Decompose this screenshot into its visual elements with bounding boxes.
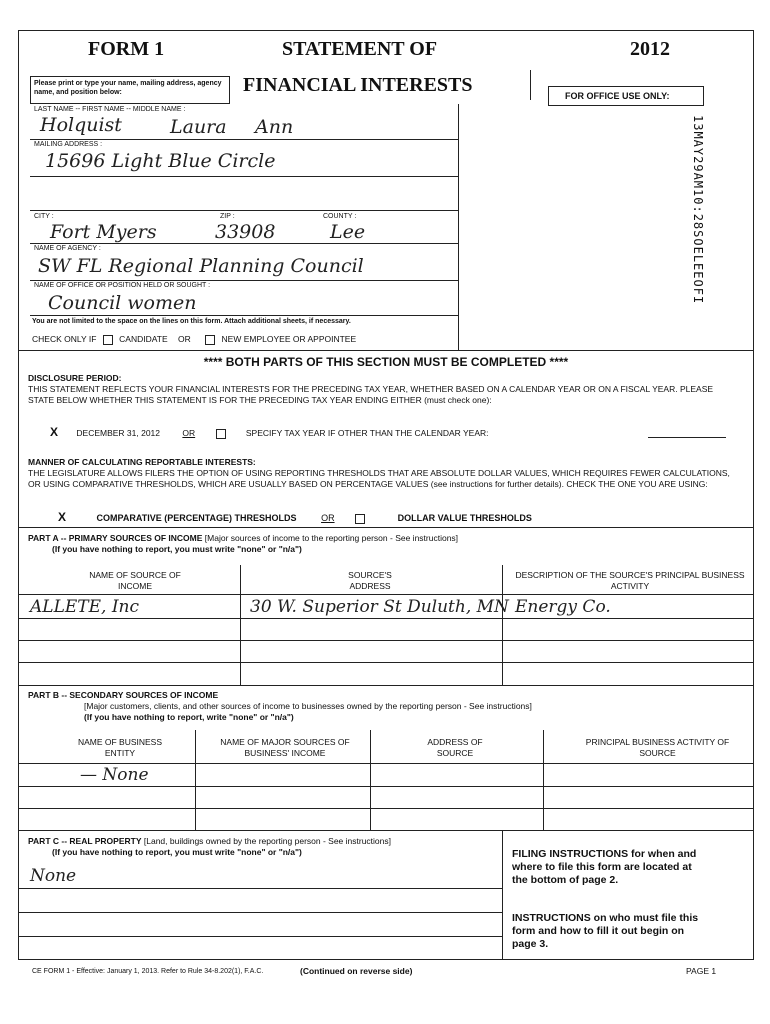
part-c-subtitle: [Land, buildings owned by the reporting person - See instructions] [143, 836, 391, 846]
mailing-label: MAILING ADDRESS : [34, 141, 103, 148]
disclosure-label: DISCLOSURE PERIOD: [28, 373, 122, 383]
or-label: OR [178, 334, 191, 344]
period-or: OR [182, 428, 196, 438]
office-label: NAME OF OFFICE OR POSITION HELD OR SOUGHT : [34, 282, 211, 289]
footer-left: CE FORM 1 - Effective: January 1, 2013. Refer to Rule 34-8.202(1), F.A.C. [32, 968, 264, 975]
new-employee-label: NEW EMPLOYEE OR APPOINTEE [221, 334, 357, 344]
footer-center: (Continued on reverse side) [300, 966, 413, 976]
title-line2: FINANCIAL INTERESTS [243, 74, 473, 96]
part-a-source-address: 30 W. Superior St Duluth, MN [250, 597, 509, 617]
check-only-label: CHECK ONLY IF [32, 334, 97, 344]
name-label: LAST NAME -- FIRST NAME -- MIDDLE NAME : [34, 106, 186, 113]
disclosure-text: THIS STATEMENT REFLECTS YOUR FINANCIAL INTERESTS FOR THE PRECEDING TAX YEAR, WHETHER BASED ON A CALENDAR YEAR OR ON A FISCAL YEAR. PLEASE STATE BELOW WHETHER THIS STATEMENT IS FOR THE PRECEDING TAX YEAR ENDING EITHER (must check one): [28, 384, 714, 405]
mailing-address: 15696 Light Blue Circle [45, 150, 276, 172]
part-b-col3: ADDRESS OF SOURCE [427, 737, 483, 758]
threshold-row [58, 510, 738, 524]
received-stamp: 13MAY29AM10:28SOELEEOFI [691, 115, 705, 305]
specify-checkbox[interactable] [216, 429, 226, 439]
part-b-col1: NAME OF BUSINESS ENTITY [77, 737, 163, 758]
who-instructions: INSTRUCTIONS on who must file this form and how to fill it out begin on page 3. [512, 912, 699, 950]
candidate-row [32, 334, 356, 345]
part-b-note: (If you have nothing to report, write "none" or "n/a") [84, 712, 294, 722]
part-a-col2: SOURCE'S ADDRESS [348, 570, 392, 591]
part-a-source-activity: Energy Co. [515, 597, 611, 617]
part-a-col3: DESCRIPTION OF THE SOURCE'S PRINCIPAL BUSINESS ACTIVITY [515, 570, 745, 591]
part-b-entry: — None [80, 765, 149, 785]
period-row [50, 425, 740, 439]
part-c-note: (If you have nothing to report, you must write "none" or "n/a") [52, 847, 302, 857]
zip-value: 33908 [215, 221, 276, 243]
manner-label: MANNER OF CALCULATING REPORTABLE INTERESTS: [28, 457, 256, 467]
middle-name: Ann [255, 116, 294, 138]
part-b-col2: NAME OF MAJOR SOURCES OF BUSINESS' INCOME [220, 737, 350, 758]
candidate-checkbox[interactable] [103, 335, 113, 345]
county-value: Lee [330, 221, 366, 243]
part-a-col1: NAME OF SOURCE OF INCOME [89, 570, 181, 591]
limit-note: You are not limited to the space on the lines on this form. Attach additional sheets, if necessary. [32, 318, 351, 325]
comparative-label: COMPARATIVE (PERCENTAGE) THRESHOLDS [96, 513, 297, 523]
first-name: Laura [170, 116, 227, 138]
new-employee-checkbox[interactable] [205, 335, 215, 345]
part-c-entry: None [30, 866, 77, 886]
part-b-subtitle: [Major customers, clients, and other sources of income to businesses owned by the reporting person - See instructions] [84, 701, 532, 711]
dec31-label: DECEMBER 31, 2012 [76, 428, 161, 438]
agency-value: SW FL Regional Planning Council [38, 255, 364, 277]
title-line1: STATEMENT OF [282, 38, 438, 60]
agency-label: NAME OF AGENCY : [34, 245, 101, 252]
specify-label: SPECIFY TAX YEAR IF OTHER THAN THE CALENDAR YEAR: [245, 428, 489, 438]
dollar-checkbox[interactable] [355, 514, 365, 524]
comparative-check[interactable]: X [58, 510, 67, 524]
part-a-heading [28, 533, 458, 543]
candidate-label: CANDIDATE [119, 334, 168, 344]
print-instructions: Please print or type your name, mailing address, agency name, and position below: [34, 80, 222, 96]
city-value: Fort Myers [50, 221, 157, 243]
last-name: Holquist [40, 114, 122, 136]
part-a-title: PART A -- PRIMARY SOURCES OF INCOME [28, 533, 203, 543]
dollar-label: DOLLAR VALUE THRESHOLDS [397, 513, 532, 523]
part-b-col4: PRINCIPAL BUSINESS ACTIVITY OF SOURCE [585, 737, 730, 758]
manner-text: THE LEGISLATURE ALLOWS FILERS THE OPTION OF USING REPORTING THRESHOLDS THAT ARE ABSOLUTE DOLLAR VALUES, WHICH REQUIRES FEWER CALCULATIONS, OR USING COMPARATIVE THRESHOLDS, WHICH ARE USUALLY BASED ON PERCENTAGE VALUES (see instructions for further details). CHECK THE ONE YOU ARE USING: [28, 468, 730, 489]
form-number: FORM 1 [88, 38, 165, 60]
zip-label: ZIP : [220, 213, 235, 220]
filing-instructions: FILING INSTRUCTIONS for when and where to file this form are located at the bottom of page 2. [512, 848, 697, 886]
page-number: PAGE 1 [686, 966, 717, 976]
threshold-or: OR [321, 513, 335, 523]
part-a-subtitle: [Major sources of income to the reporting person - See instructions] [204, 533, 459, 543]
office-use-label: FOR OFFICE USE ONLY: [565, 91, 670, 101]
county-label: COUNTY : [323, 213, 357, 220]
part-c-heading [28, 836, 391, 846]
dec31-check[interactable]: X [50, 425, 59, 439]
both-parts-heading: **** BOTH PARTS OF THIS SECTION MUST BE COMPLETED **** [203, 355, 569, 369]
part-c-title: PART C -- REAL PROPERTY [28, 836, 142, 846]
office-value: Council women [48, 292, 197, 314]
part-a-note: (If you have nothing to report, you must write "none" or "n/a") [52, 544, 302, 554]
city-label: CITY : [34, 213, 54, 220]
part-b-title: PART B -- SECONDARY SOURCES OF INCOME [28, 690, 219, 700]
part-a-source-name: ALLETE, Inc [30, 597, 140, 617]
form-year: 2012 [630, 38, 670, 60]
